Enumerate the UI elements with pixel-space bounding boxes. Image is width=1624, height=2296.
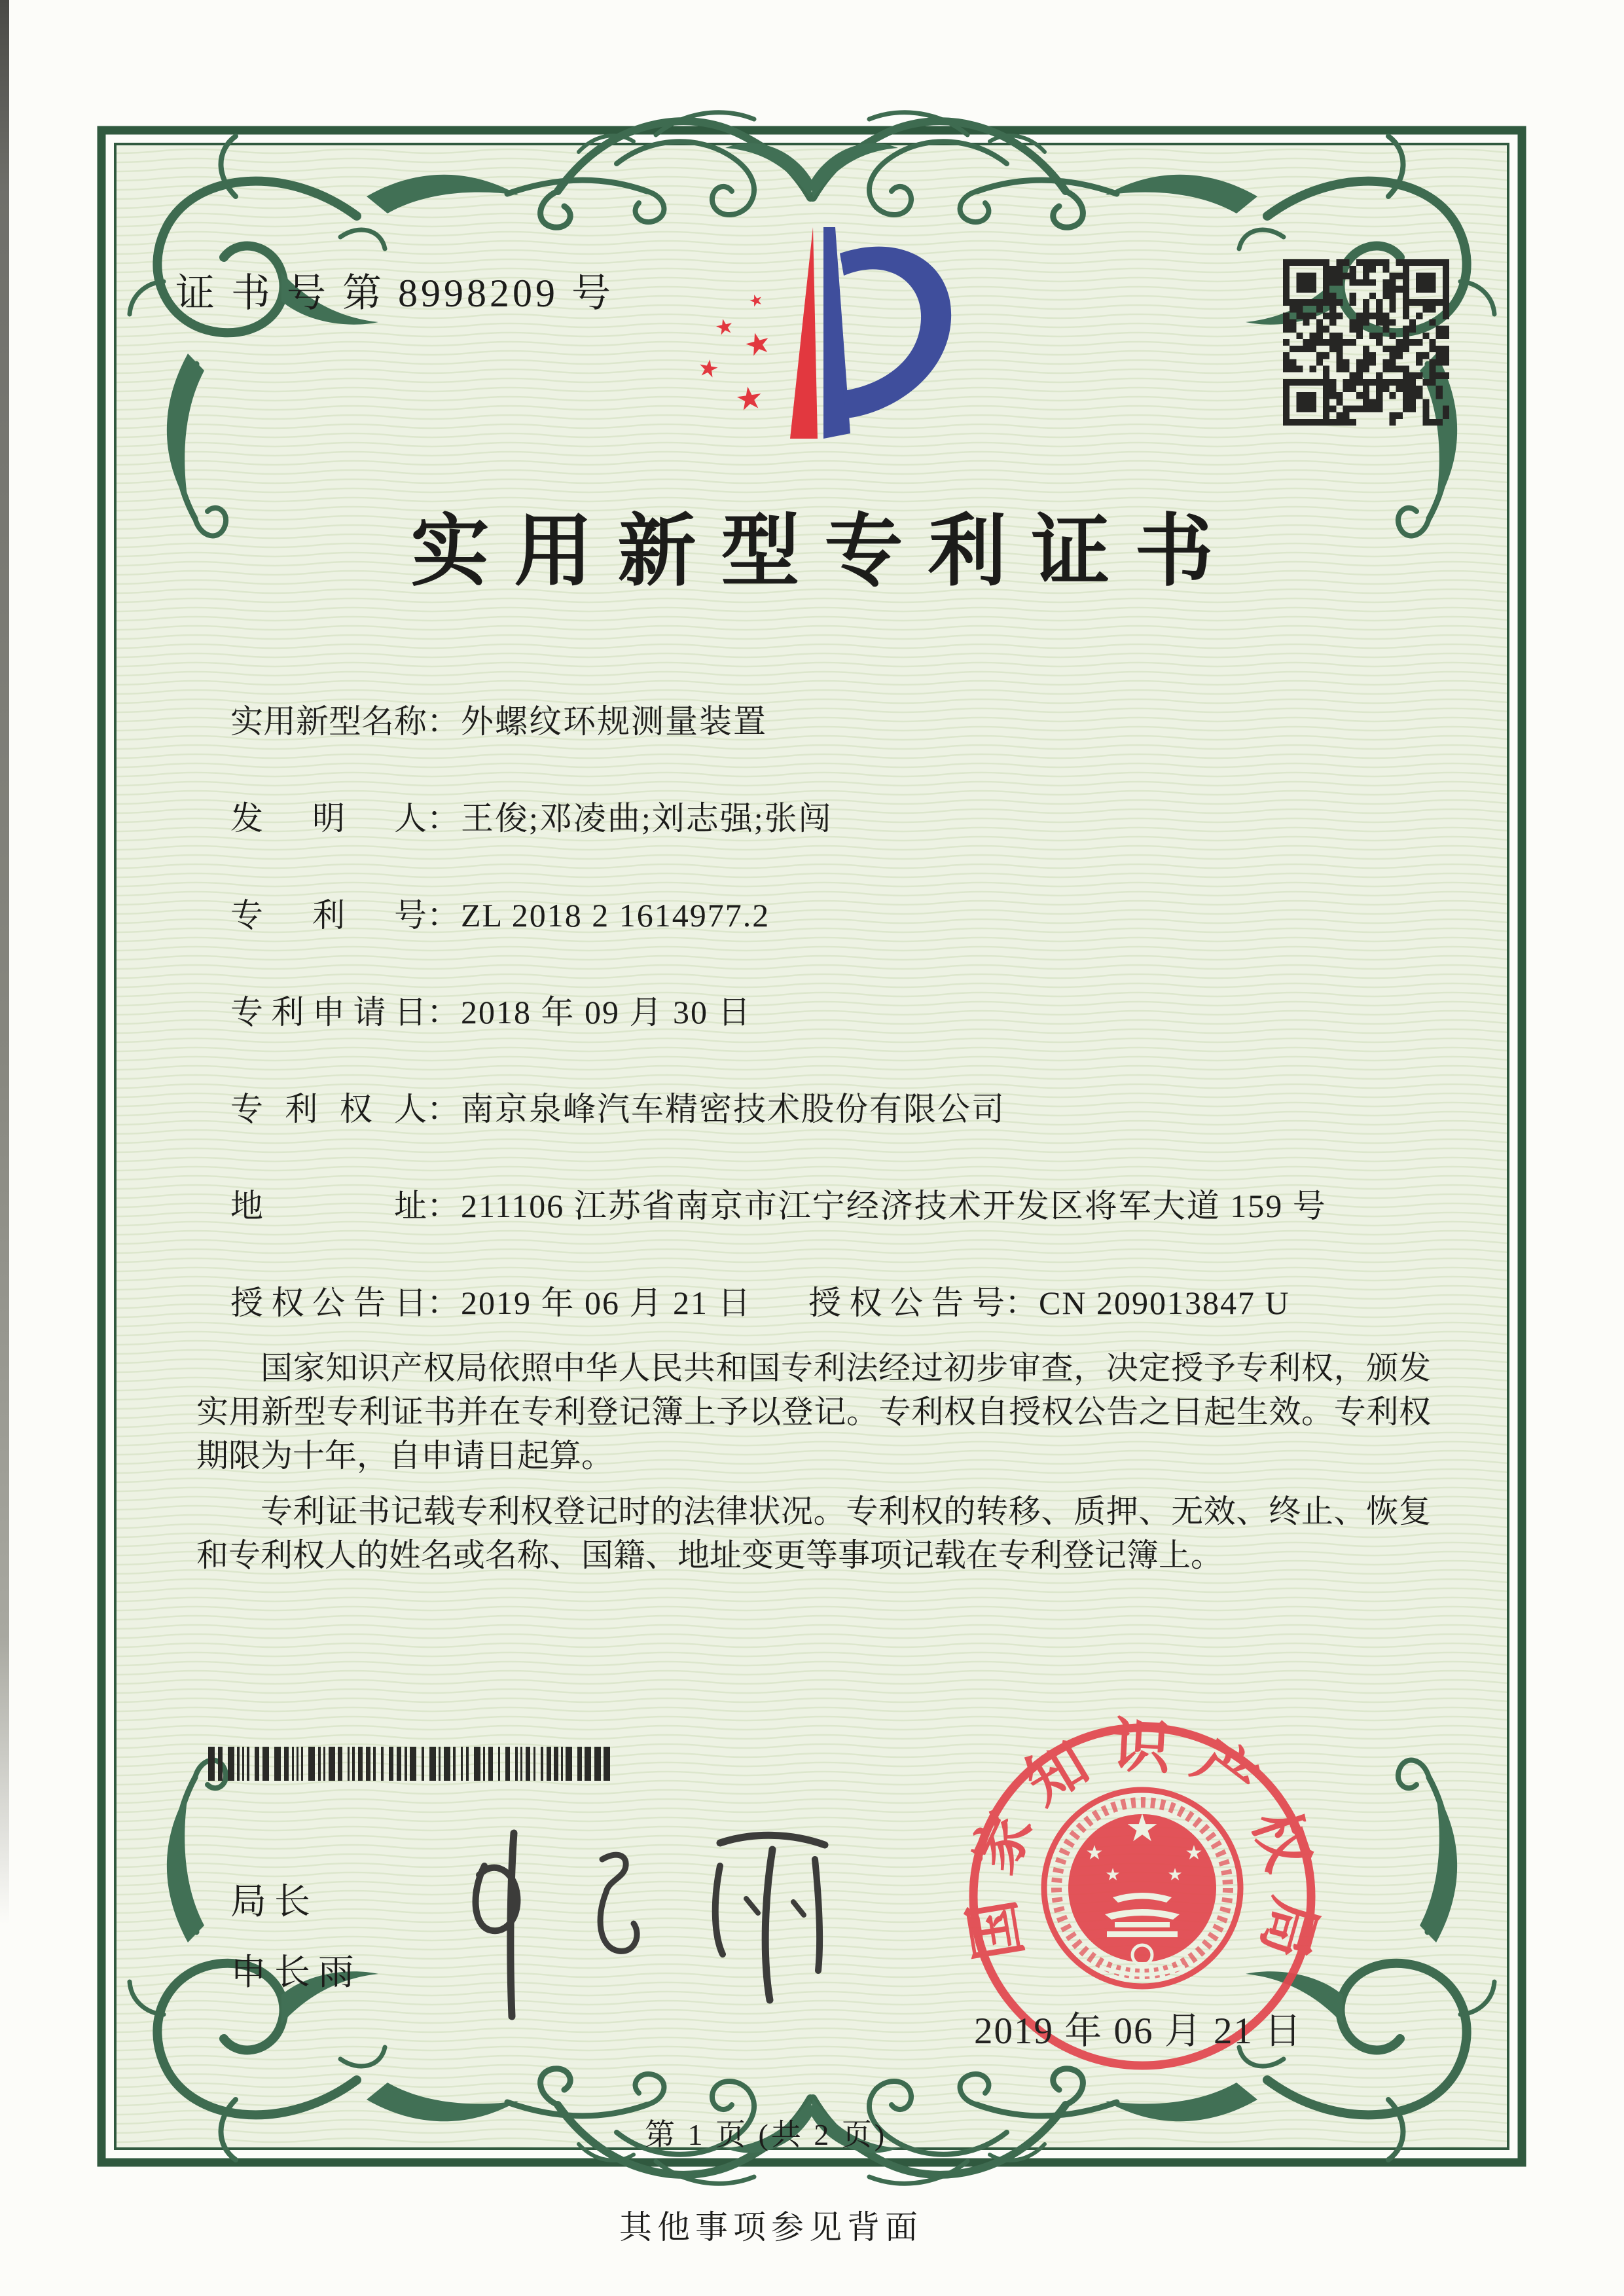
field-value: CN 209013847 U (1039, 1285, 1290, 1321)
page-number: 第 1 页 (共 2 页) (645, 2118, 888, 2151)
field-row-grant-date (230, 1277, 752, 1324)
emblem-star-icon: ★ (1185, 1842, 1203, 1864)
certificate-title: 实用新型专利证书 (410, 508, 1238, 595)
field-row (230, 889, 770, 936)
scan-edge-artifact (0, 0, 9, 1925)
seal-date: 2019 年 06 月 21 日 (974, 2011, 1303, 2052)
field-colon: ： (427, 1188, 460, 1224)
field-colon: ： (427, 897, 460, 934)
logo-p-bowl (840, 247, 951, 418)
field-value: ZL 2018 2 1614977.2 (461, 897, 770, 934)
field-label: 专利申请日 (230, 994, 427, 1030)
barcode (208, 1747, 621, 1781)
emblem-star-icon: ★ (1125, 1807, 1159, 1850)
field-row (230, 986, 752, 1033)
field-colon: ： (427, 994, 460, 1030)
emblem-star-icon: ★ (1167, 1865, 1183, 1884)
field-colon: ： (427, 800, 460, 837)
field-colon: ： (427, 703, 460, 740)
logo-star-icon: ★ (732, 380, 766, 418)
logo-star-icon: ★ (747, 291, 766, 312)
field-label: 发明人 (230, 800, 427, 837)
field-value: 王俊;邓凌曲;刘志强;张闯 (461, 800, 833, 837)
field-value: 南京泉峰汽车精密技术股份有限公司 (461, 1091, 1005, 1127)
qr-code (1283, 259, 1449, 426)
commissioner-title: 局长 (230, 1882, 319, 1922)
field-label: 专利权人 (230, 1091, 427, 1127)
field-colon: ： (427, 1091, 460, 1127)
field-label: 授权公告日 (230, 1285, 427, 1321)
field-row (230, 695, 767, 742)
field-label: 实用新型名称 (230, 703, 427, 740)
field-label: 地址 (230, 1188, 427, 1224)
certificate-number: 证 书 号 第 8998209 号 (175, 272, 614, 315)
field-label: 授权公告号 (808, 1285, 1005, 1321)
field-label: 专利号 (230, 897, 427, 934)
national-emblem (1044, 1790, 1240, 1986)
commissioner-name: 申长雨 (230, 1952, 363, 1992)
legal-paragraph: 国家知识产权局依照中华人民共和国专利法经过初步审查，决定授予专利权，颁发实用新型专利证书并在专利登记簿上予以登记。专利权自授权公告之日起生效。专利权期限为十年，自申请日起算。 (196, 1350, 1431, 1474)
emblem-star-icon: ★ (1105, 1865, 1121, 1884)
emblem-star-icon: ★ (1085, 1842, 1104, 1864)
field-value: 211106 江苏省南京市江宁经济技术开发区将军大道 159 号 (461, 1188, 1327, 1224)
back-note: 其他事项参见背面 (619, 2209, 923, 2246)
cnipa-logo (691, 213, 972, 455)
logo-star-icon: ★ (713, 313, 736, 340)
field-value: 2019 年 06 月 21 日 (461, 1285, 752, 1321)
legal-text (196, 1346, 1431, 1589)
field-colon: ： (427, 1285, 460, 1321)
logo-star-icon: ★ (740, 324, 776, 364)
seal-ring-text: 国家知识产权局 (957, 1713, 1327, 1983)
field-value: 外螺纹环规测量装置 (461, 703, 767, 740)
signature (406, 1820, 851, 2036)
field-row (230, 1180, 1327, 1227)
logo-red-wedge (790, 227, 818, 439)
field-row-grant-number (808, 1277, 1290, 1324)
field-value: 2018 年 09 月 30 日 (461, 994, 752, 1030)
field-colon: ： (1005, 1285, 1038, 1321)
field-row (230, 1083, 1005, 1130)
legal-paragraph: 专利证书记载专利权登记时的法律状况。专利权的转移、质押、无效、终止、恢复和专利权人的姓名或名称、国籍、地址变更等事项记载在专利登记簿上。 (196, 1493, 1431, 1573)
field-row (230, 792, 833, 839)
logo-star-icon: ★ (695, 354, 721, 384)
